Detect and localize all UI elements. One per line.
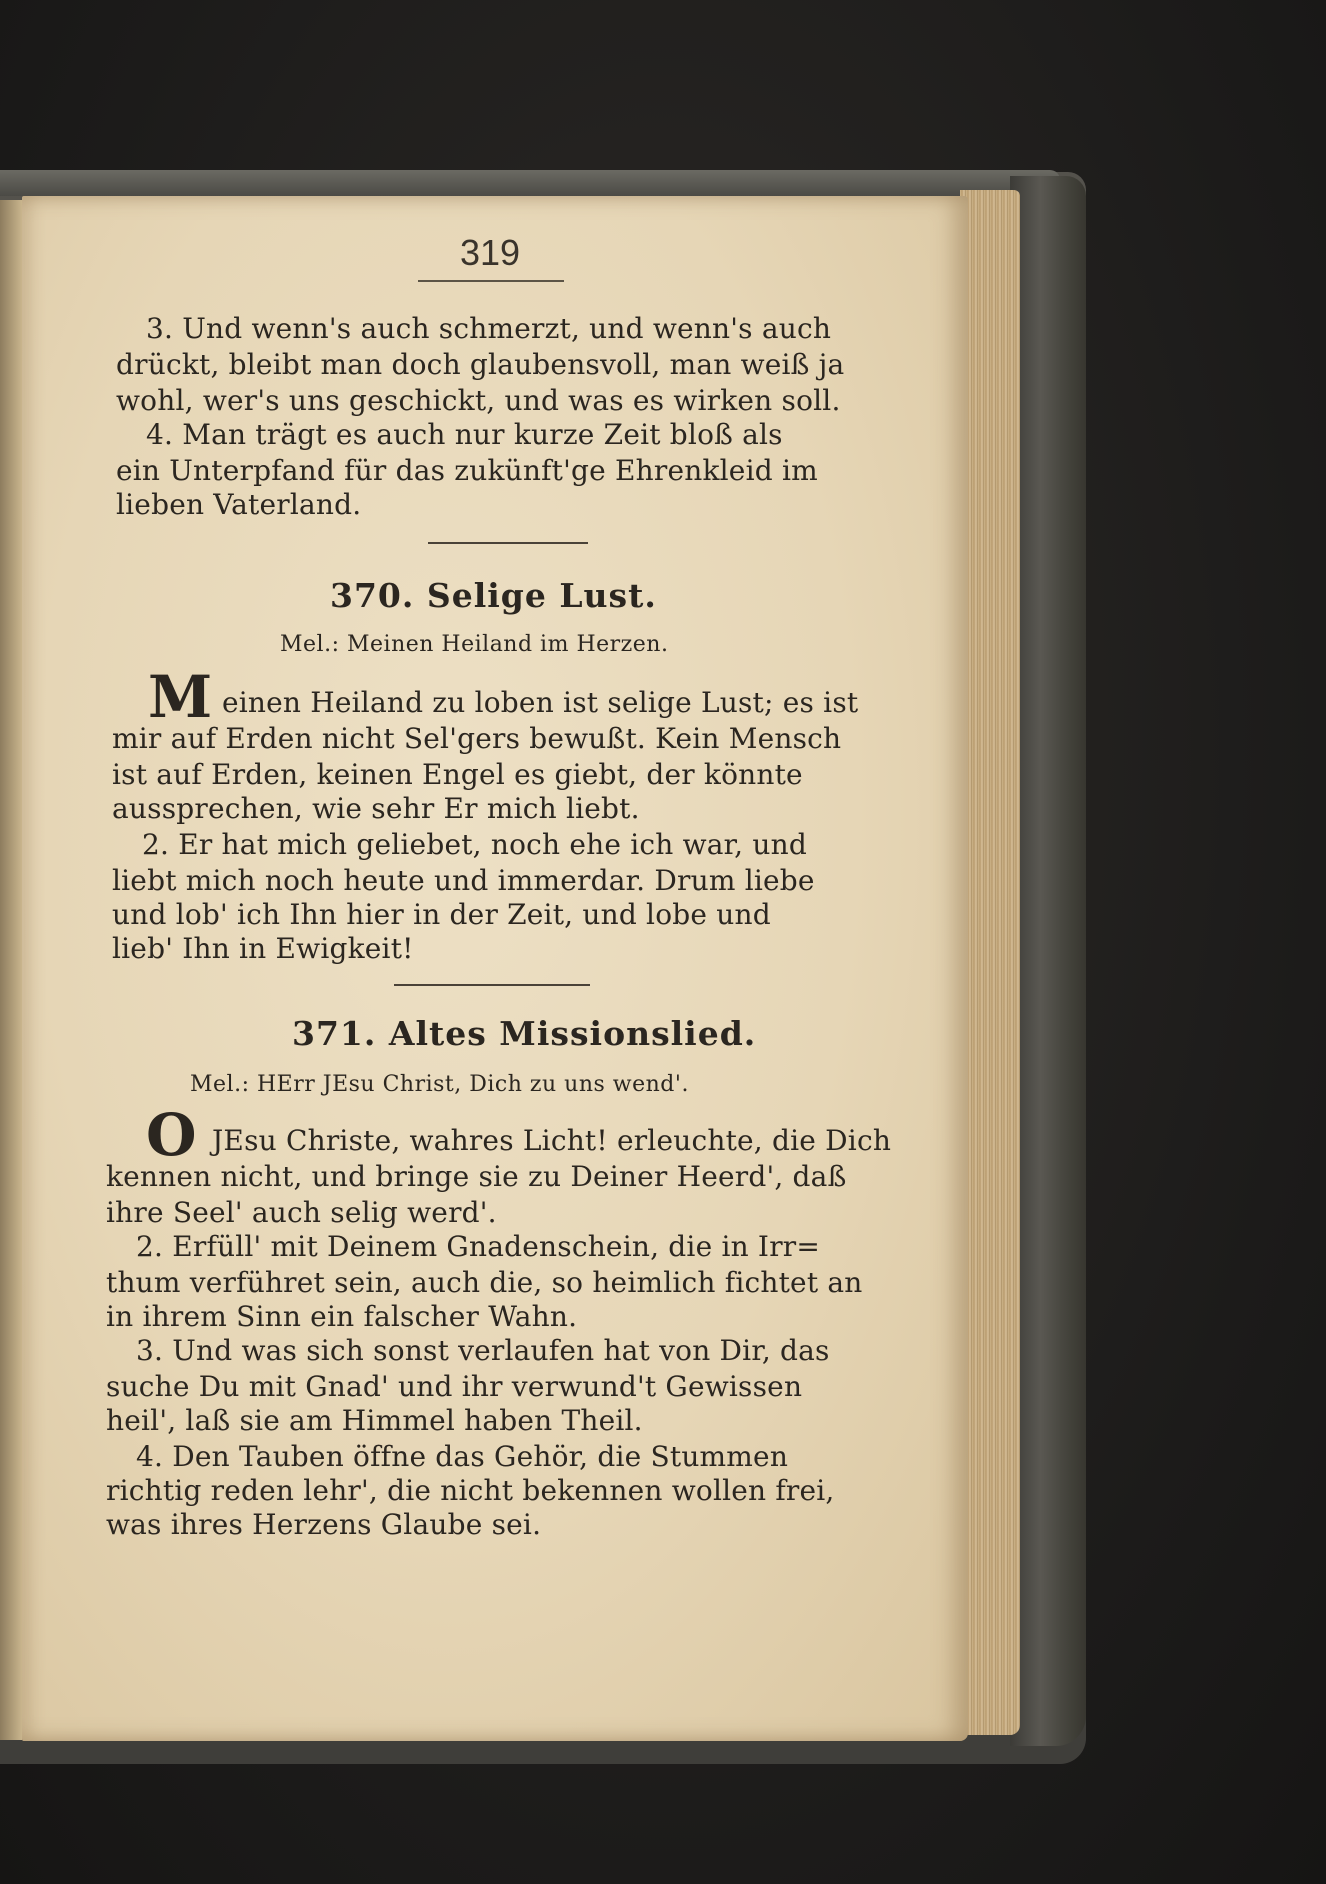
continuation-line: wohl, wer's uns geschickt, und was es wirken soll. <box>116 384 841 417</box>
hymn-370-line: und lob' ich Ihn hier in der Zeit, und lobe und <box>112 898 771 931</box>
hymn-370-line: einen Heiland zu loben ist selige Lust; es ist <box>222 686 859 719</box>
hymn-370-line: mir auf Erden nicht Sel'gers bewußt. Kein Mensch <box>112 722 842 755</box>
hymn-370-title: 370. Selige Lust. <box>330 576 657 615</box>
hymn-370-line: lieb' Ihn in Ewigkeit! <box>112 932 414 965</box>
book-spine-edge <box>1010 176 1086 1746</box>
continuation-line: ein Unterpfand für das zukünft'ge Ehrenkleid im <box>116 454 818 487</box>
continuation-line: drückt, bleibt man doch glaubensvoll, man weiß ja <box>116 348 845 381</box>
page-number-rule <box>418 280 564 282</box>
section-divider <box>428 542 588 544</box>
hymn-370-melody: Mel.: Meinen Heiland im Herzen. <box>280 632 669 657</box>
hymn-371-title: 371. Altes Missionslied. <box>292 1014 757 1053</box>
hymn-371-melody: Mel.: HErr JEsu Christ, Dich zu uns wend'. <box>190 1072 689 1097</box>
hymn-371-line: in ihrem Sinn ein falscher Wahn. <box>106 1300 578 1333</box>
continuation-line: lieben Vaterland. <box>116 488 362 521</box>
book-cover-top-edge <box>0 170 1060 196</box>
hymn-371-line: ihre Seel' auch selig werd'. <box>106 1196 497 1229</box>
hymn-370-line: ist auf Erden, keinen Engel es giebt, der könnte <box>112 758 803 791</box>
hymn-371-line: richtig reden lehr', die nicht bekennen wollen frei, <box>106 1474 835 1507</box>
hymn-371-line: was ihres Herzens Glaube sei. <box>106 1508 542 1541</box>
hymn-371-line: 4. Den Tauben öffne das Gehör, die Stummen <box>136 1440 789 1473</box>
hymn-371-line: suche Du mit Gnad' und ihr verwund't Gewissen <box>106 1370 803 1403</box>
hymn-371-line: 2. Erfüll' mit Deinem Gnadenschein, die in Irr= <box>136 1230 821 1263</box>
hymn-371-line: JEsu Christe, wahres Licht! erleuchte, die Dich <box>212 1124 892 1157</box>
hymn-371-line: 3. Und was sich sonst verlaufen hat von Dir, das <box>136 1334 830 1367</box>
hymn-370-line: 2. Er hat mich geliebet, noch ehe ich war, und <box>142 828 807 861</box>
hymn-370-line: liebt mich noch heute und immerdar. Drum liebe <box>112 864 815 897</box>
hymn-370-line: aussprechen, wie sehr Er mich liebt. <box>112 792 640 825</box>
left-page-sliver <box>0 200 22 1740</box>
page-block-edges <box>960 190 1020 1735</box>
hymn-371-line: thum verführet sein, auch die, so heimlich fichtet an <box>106 1266 863 1299</box>
hymn-370-dropcap: M <box>148 663 213 731</box>
hymn-371-line: kennen nicht, und bringe sie zu Deiner Heerd', daß <box>106 1160 847 1193</box>
page-number: 319 <box>460 232 521 273</box>
continuation-line: 4. Man trägt es auch nur kurze Zeit bloß als <box>146 418 783 451</box>
section-divider <box>394 984 590 986</box>
hymn-371-line: heil', laß sie am Himmel haben Theil. <box>106 1404 643 1437</box>
hymn-371-dropcap: O <box>146 1101 197 1169</box>
continuation-line: 3. Und wenn's auch schmerzt, und wenn's auch <box>146 312 832 345</box>
